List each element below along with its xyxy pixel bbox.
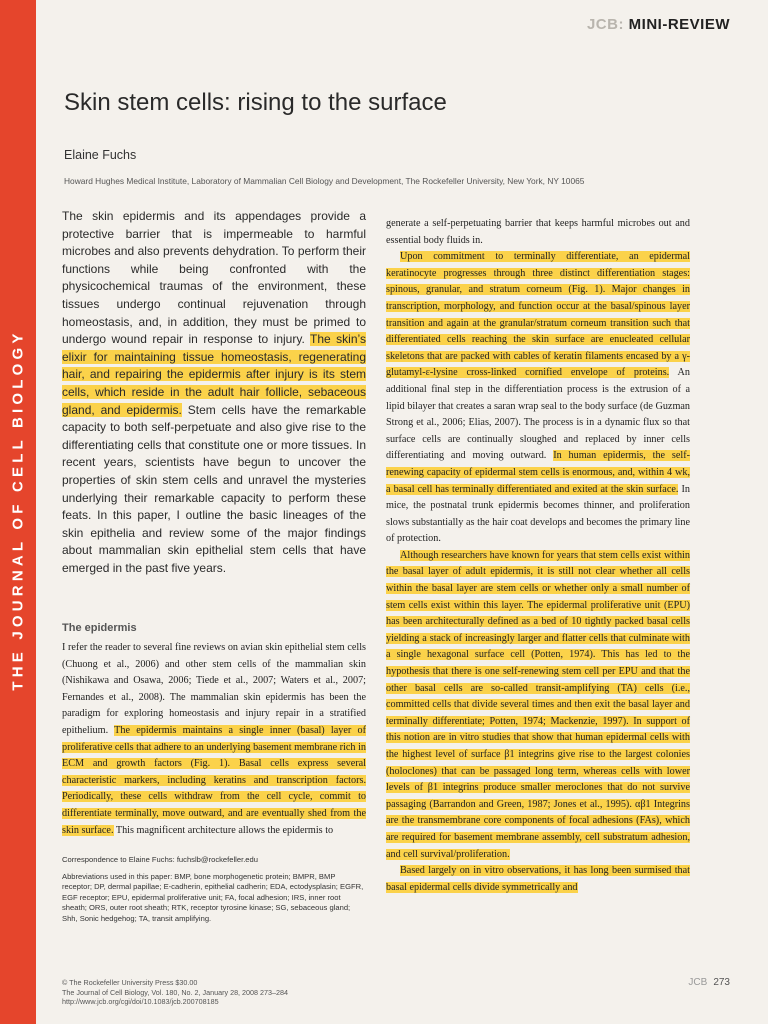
article-type-header: [587, 16, 730, 33]
paragraph: [386, 548, 690, 863]
author-name: Elaine Fuchs: [64, 148, 137, 162]
copyright-block: [62, 978, 402, 1007]
article-title: Skin stem cells: rising to the surface: [64, 89, 447, 116]
paragraph-highlight: Upon commitment to terminally differentiate, an epidermal keratinocyte progresses through three distinct differentiation stages: spinous, granular, and stratum corneum (Fig. 1). Major changes in transcription, morphology, and function occur at the basal/spinous layer transition and again at the granular/stratum corneum transition such that differentiated cells reaching the skin surface are enucleated cellular skeletons that are packed with cables of keratin filaments encased by a γ-glutamyl-ε-lysine cross-linked cornified envelope of proteins.: [386, 251, 690, 379]
paragraph-highlight: In support of this notion are in vitro studies that show that human epidermal cells with the highest level of surface β1 integrins give rise to the largest colonies (holoclones) that can be passaged long term, whereas cells with lower levels of β1 integrins produce smaller meroclones that do not survive passaging (Barrandon and Green, 1987; Jones et al., 1995). αβ1 Integrins are the transmembrane core components of focal adhesions (FAs), which are required for basement membrane assembly, cell substratum adhesion, and cell survival/proliferation.: [386, 715, 690, 860]
journal-abbrev: JCB:: [586, 16, 624, 33]
abstract-text-2: Stem cells have the remarkable capacity to both self-perpetuate and also give rise to the differentiating cells that constitute one or more tissues. In recent years, scientists have begun to uncover the properties of skin stem cells and unravel the mysteries underlying their remarkable capacity to perform these feats. In this paper, I outline the basic lineages of the skin epithelia and review some of the major findings about mammalian skin epithelial stem cells that have emerged in the past five years.: [62, 402, 366, 575]
paragraph: [386, 249, 690, 548]
right-column-body: [386, 216, 690, 896]
abstract-highlight: The skin’s elixir for maintaining tissue homeostasis, regenerating hair, and repairing the epidermis after injury is its stem cells, which reside in the adult hair follicle, sebaceous gland, and epidermis.: [62, 332, 366, 417]
copyright-line: © The Rockefeller University Press $30.00: [62, 978, 198, 987]
abstract: [62, 208, 366, 577]
citation-line: The Journal of Cell Biology, Vol. 180, No. 2, January 28, 2008 273–284: [62, 987, 289, 997]
abstract-text-1: The skin epidermis and its appendages provide a protective barrier that is impermeable to harmful microbes and also prevents dehydration. To perform their functions while being confronted with the physicochemical traumas of the environment, these tissues undergo continual rejuvenation through homeostasis, and, in addition, they must be primed to undergo wound repair in response to injury.: [62, 209, 366, 347]
author-affiliation: Howard Hughes Medical Institute, Laboratory of Mammalian Cell Biology and Development, The Rockefeller University, New York, NY 10065: [64, 176, 585, 186]
paragraph-text: In mice, the postnatal trunk epidermis becomes thinner, and proliferation slows substantially as the hair coat develops and becomes the primary line of protection.: [386, 483, 690, 545]
paragraph: [62, 640, 366, 839]
paragraph: [386, 863, 690, 896]
sidebar-journal-name: THE JOURNAL OF CELL BIOLOGY: [9, 329, 27, 691]
section-heading: The epidermis: [62, 622, 137, 634]
footer-journal: JCB: [688, 977, 708, 988]
paragraph-text: An additional final step in the differentiation process is the extrusion of a lipid bilayer that creates a saran wrap seal to the body surface (de Guzman Strong et al., 2006; Elias, 2007). The process is in a dynamic flux so that surface cells are continually sloughed and replaced by inner cells differentiating and moving outward.: [386, 367, 690, 462]
journal-sidebar: [0, 0, 36, 1024]
article-type: MINI-REVIEW: [628, 16, 730, 33]
paragraph-text: This magnificent architecture allows the epidermis to: [113, 824, 334, 836]
paragraph: generate a self-perpetuating barrier that keeps harmful microbes out and essential body fluids in.: [386, 218, 690, 246]
paragraph-highlight: Although researchers have known for years that stem cells exist within the basal layer of adult epidermis, it is still not clear whether all cells within the basal layer are stem cells or whether only a small number of stem cells exist within this layer. The epidermal proliferative unit (EPU) has been architecturally defined as a bed of 10 tightly packed basal cells yielding a stack of increasingly larger and flatter cells that culminate with a single hexagonal surface cell (Potten, 1974). This has led to the hypothesis that there is one self-renewing stem cell per EPU and that the other basal cells are so-called transit-amplifying (TA) cells (i.e., committed cells that divide several times and then exit the basal layer and terminally differentiate; Potten, 1974; Mackenzie, 1997).: [386, 549, 690, 727]
correspondence-note: Correspondence to Elaine Fuchs: fuchslb@rockefeller.edu: [62, 855, 258, 864]
footnotes: [62, 855, 366, 925]
paragraph-highlight: Based largely on in vitro observations, it has long been surmised that basal epidermal cells divide symmetrically and: [386, 865, 690, 893]
paragraph-highlight: In human epidermis, the self-renewing capacity of epidermal stem cells is enormous, and, within 4 wk, a basal cell has terminally differentiated and exited at the skin surface.: [386, 450, 690, 495]
left-column-body: [62, 640, 366, 839]
page-number: 273: [713, 977, 730, 988]
paragraph-text: I refer the reader to several fine reviews on avian skin epithelial stem cells (Chuong et al., 2006) and other stem cells of the mammalian skin (Nishikawa and Osawa, 2006; Tiede et al., 2007; Waters et al., 2007; Fernandes et al., 2008). The mammalian skin epidermis has been the paradigm for exploring homeostasis and injury repair in a stratified epithelium.: [62, 642, 366, 736]
paragraph-highlight: The epidermis maintains a single inner (basal) layer of proliferative cells that adhere to an underlying basement membrane rich in ECM and growth factors (Fig. 1). Basal cells express several characteristic markers, including keratins and transcription factors. Periodically, these cells withdraw from the cell cycle, commit to differentiate terminally, move outward, and are eventually shed from the skin surface.: [62, 724, 366, 836]
doi-link[interactable]: http://www.jcb.org/cgi/doi/10.1083/jcb.200708185: [62, 997, 219, 1007]
abbreviations-note: Abbreviations used in this paper: BMP, bone morphogenetic protein; BMPR, BMP receptor; DP, dermal papillae; E-cadherin, epithelial cadherin; EDA, ectodysplasin; EGFR, EGF receptor; EPU, epidermal proliferative unit; FA, focal adhesion; IRS, inner root sheath; ORS, outer root sheath; RTK, receptor tyrosine kinase; SG, sebaceous gland; Shh, Sonic hedgehog; TA, transit amplifying.: [62, 871, 364, 923]
page-footer: [688, 977, 730, 988]
